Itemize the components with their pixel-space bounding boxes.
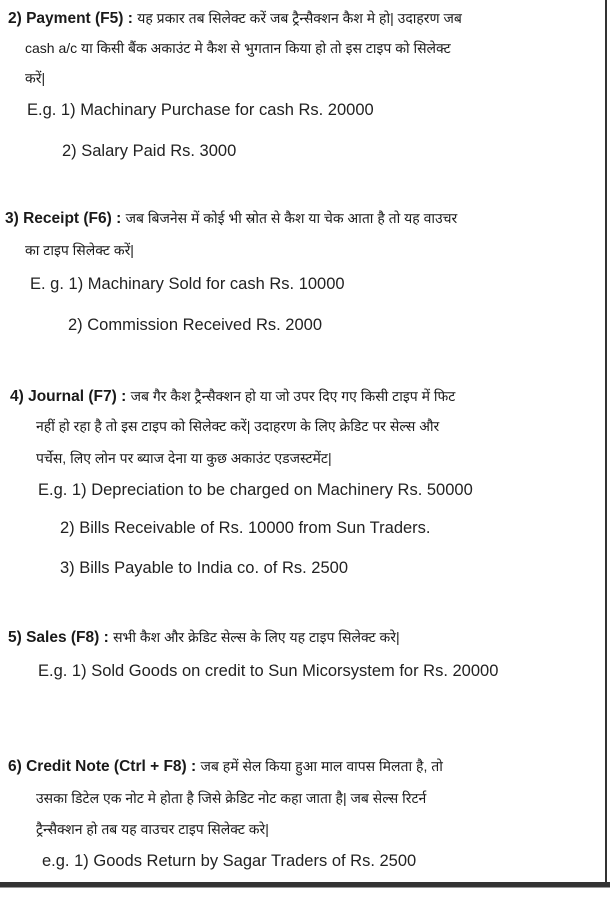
section-desc: नहीं हो रहा है तो इस टाइप को सिलेक्ट करें| उदाहरण के लिए क्रेडिट पर सेल्स और — [36, 418, 440, 434]
section-desc: जब बिजनेस में कोई भी स्रोत से कैश या चेक आता है तो यह वाउचर — [125, 210, 458, 226]
section-desc: सभी कैश और क्रेडिट सेल्स के लिए यह टाइप सिलेक्ट करे| — [113, 629, 400, 645]
sales-heading-line — [8, 627, 400, 648]
example-line: E. g. 1) Machinary Sold for cash Rs. 10000 — [30, 275, 345, 293]
section-desc: जब हमें सेल किया हुआ माल वापस मिलता है, तो — [200, 758, 443, 774]
section-heading: 5) Sales (F8) : — [8, 629, 109, 646]
section-heading: 6) Credit Note (Ctrl + F8) : — [8, 758, 197, 775]
journal-heading-line — [10, 386, 455, 407]
section-desc: जब गैर कैश ट्रैन्सैक्शन हो या जो उपर दिए गए किसी टाइप में फिट — [130, 388, 456, 404]
receipt-heading-line — [5, 208, 457, 229]
example-line: E.g. 1) Depreciation to be charged on Machinery Rs. 50000 — [38, 481, 473, 499]
page-right-border — [605, 0, 607, 884]
example-line: E.g. 1) Sold Goods on credit to Sun Micorsystem for Rs. 20000 — [38, 662, 499, 680]
section-desc: करें| — [25, 70, 46, 86]
page-bottom-border-shadow — [0, 887, 610, 888]
section-desc: यह प्रकार तब सिलेक्ट करें जब ट्रैन्सैक्शन कैश मे हो| उदाहरण जब — [137, 10, 462, 26]
payment-heading-line — [8, 8, 462, 29]
section-heading: 2) Payment (F5) : — [8, 10, 133, 27]
example-line: E.g. 1) Machinary Purchase for cash Rs. 20000 — [27, 101, 374, 119]
section-desc: उसका डिटेल एक नोट मे होता है जिसे क्रेडिट नोट कहा जाता है| जब सेल्स रिटर्न — [36, 790, 427, 806]
credit-note-heading-line — [8, 756, 443, 777]
section-desc: ट्रैन्सैक्शन हो तब यह वाउचर टाइप सिलेक्ट करे| — [36, 821, 269, 837]
section-desc: का टाइप सिलेक्ट करें| — [25, 242, 134, 258]
example-line: 3) Bills Payable to India co. of Rs. 2500 — [60, 559, 348, 577]
example-line: e.g. 1) Goods Return by Sagar Traders of Rs. 2500 — [42, 852, 417, 870]
section-heading: 3) Receipt (F6) : — [5, 210, 122, 227]
example-line: 2) Bills Receivable of Rs. 10000 from Sun Traders. — [60, 519, 431, 537]
example-line: 2) Salary Paid Rs. 3000 — [62, 142, 237, 160]
section-desc: cash a/c या किसी बैंक अकाउंट मे कैश से भुगतान किया हो तो इस टाइप को सिलेक्ट — [25, 40, 451, 56]
example-line: 2) Commission Received Rs. 2000 — [68, 316, 323, 334]
section-heading: 4) Journal (F7) : — [10, 388, 127, 405]
section-desc: पर्चेस, लिए लोन पर ब्याज देना या कुछ अकाउंट एडजस्टमेंट| — [36, 450, 332, 466]
